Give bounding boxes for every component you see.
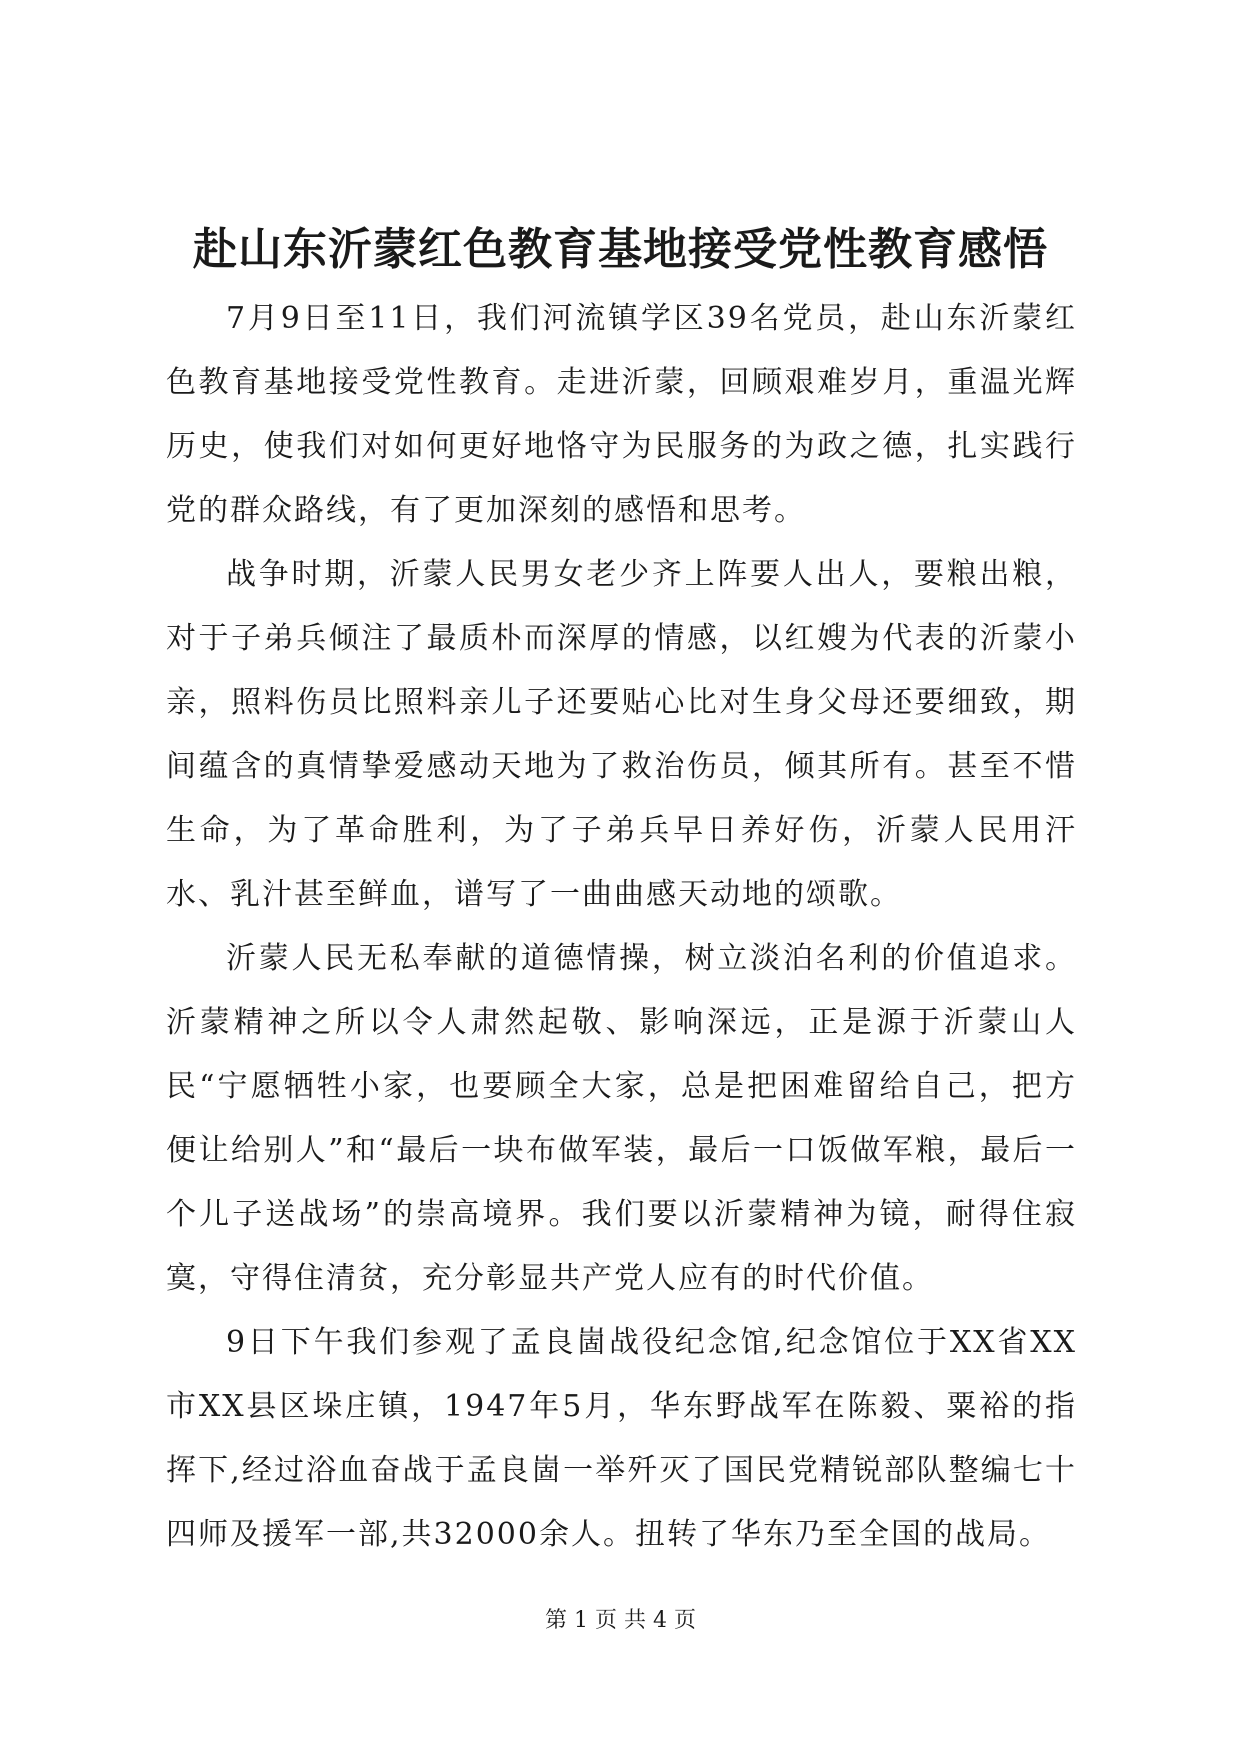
- paragraph: 战争时期，沂蒙人民男女老少齐上阵要人出人，要粮出粮，对于子弟兵倾注了最质朴而深厚的情感，以红嫂为代表的沂蒙小亲，照料伤员比照料亲儿子还要贴心比对生身父母还要细致，期间蕴含的真情挚爱感动天地为了救治伤员，倾其所有。甚至不惜生命，为了革命胜利，为了子弟兵早日养好伤，沂蒙人民用汗水、乳汁甚至鲜血，谱写了一曲曲感天动地的颂歌。: [166, 557, 1077, 912]
- paragraph: 9日下午我们参观了孟良崮战役纪念馆,纪念馆位于XX省XX市XX县区垛庄镇，1947年5月，华东野战军在陈毅、粟裕的指挥下,经过浴血奋战于孟良崮一举歼灭了国民党精锐部队整编七十四师及援军一部,共32000余人。扭转了华东乃至全国的战局。: [166, 1325, 1077, 1552]
- page-footer: 第 1 页 共 4 页: [545, 1608, 696, 1633]
- paragraph: 沂蒙人民无私奉献的道德情操，树立淡泊名利的价值追求。沂蒙精神之所以令人肃然起敬、影响深远，正是源于沂蒙山人民“宁愿牺牲小家，也要顾全大家，总是把困难留给自己，把方便让给别人”和“最后一块布做军装，最后一口饭做军粮，最后一个儿子送战场”的崇高境界。我们要以沂蒙精神为镜，耐得住寂寞，守得住清贫，充分彰显共产党人应有的时代价值。: [166, 941, 1077, 1296]
- document-title: 赴山东沂蒙红色教育基地接受党性教育感悟: [193, 224, 1048, 275]
- paragraph: 7月9日至11日，我们河流镇学区39名党员，赴山东沂蒙红色教育基地接受党性教育。走进沂蒙，回顾艰难岁月，重温光辉历史，使我们对如何更好地恪守为民服务的为政之德，扎实践行党的群众路线，有了更加深刻的感悟和思考。: [166, 301, 1077, 528]
- document-body: [166, 287, 1077, 1567]
